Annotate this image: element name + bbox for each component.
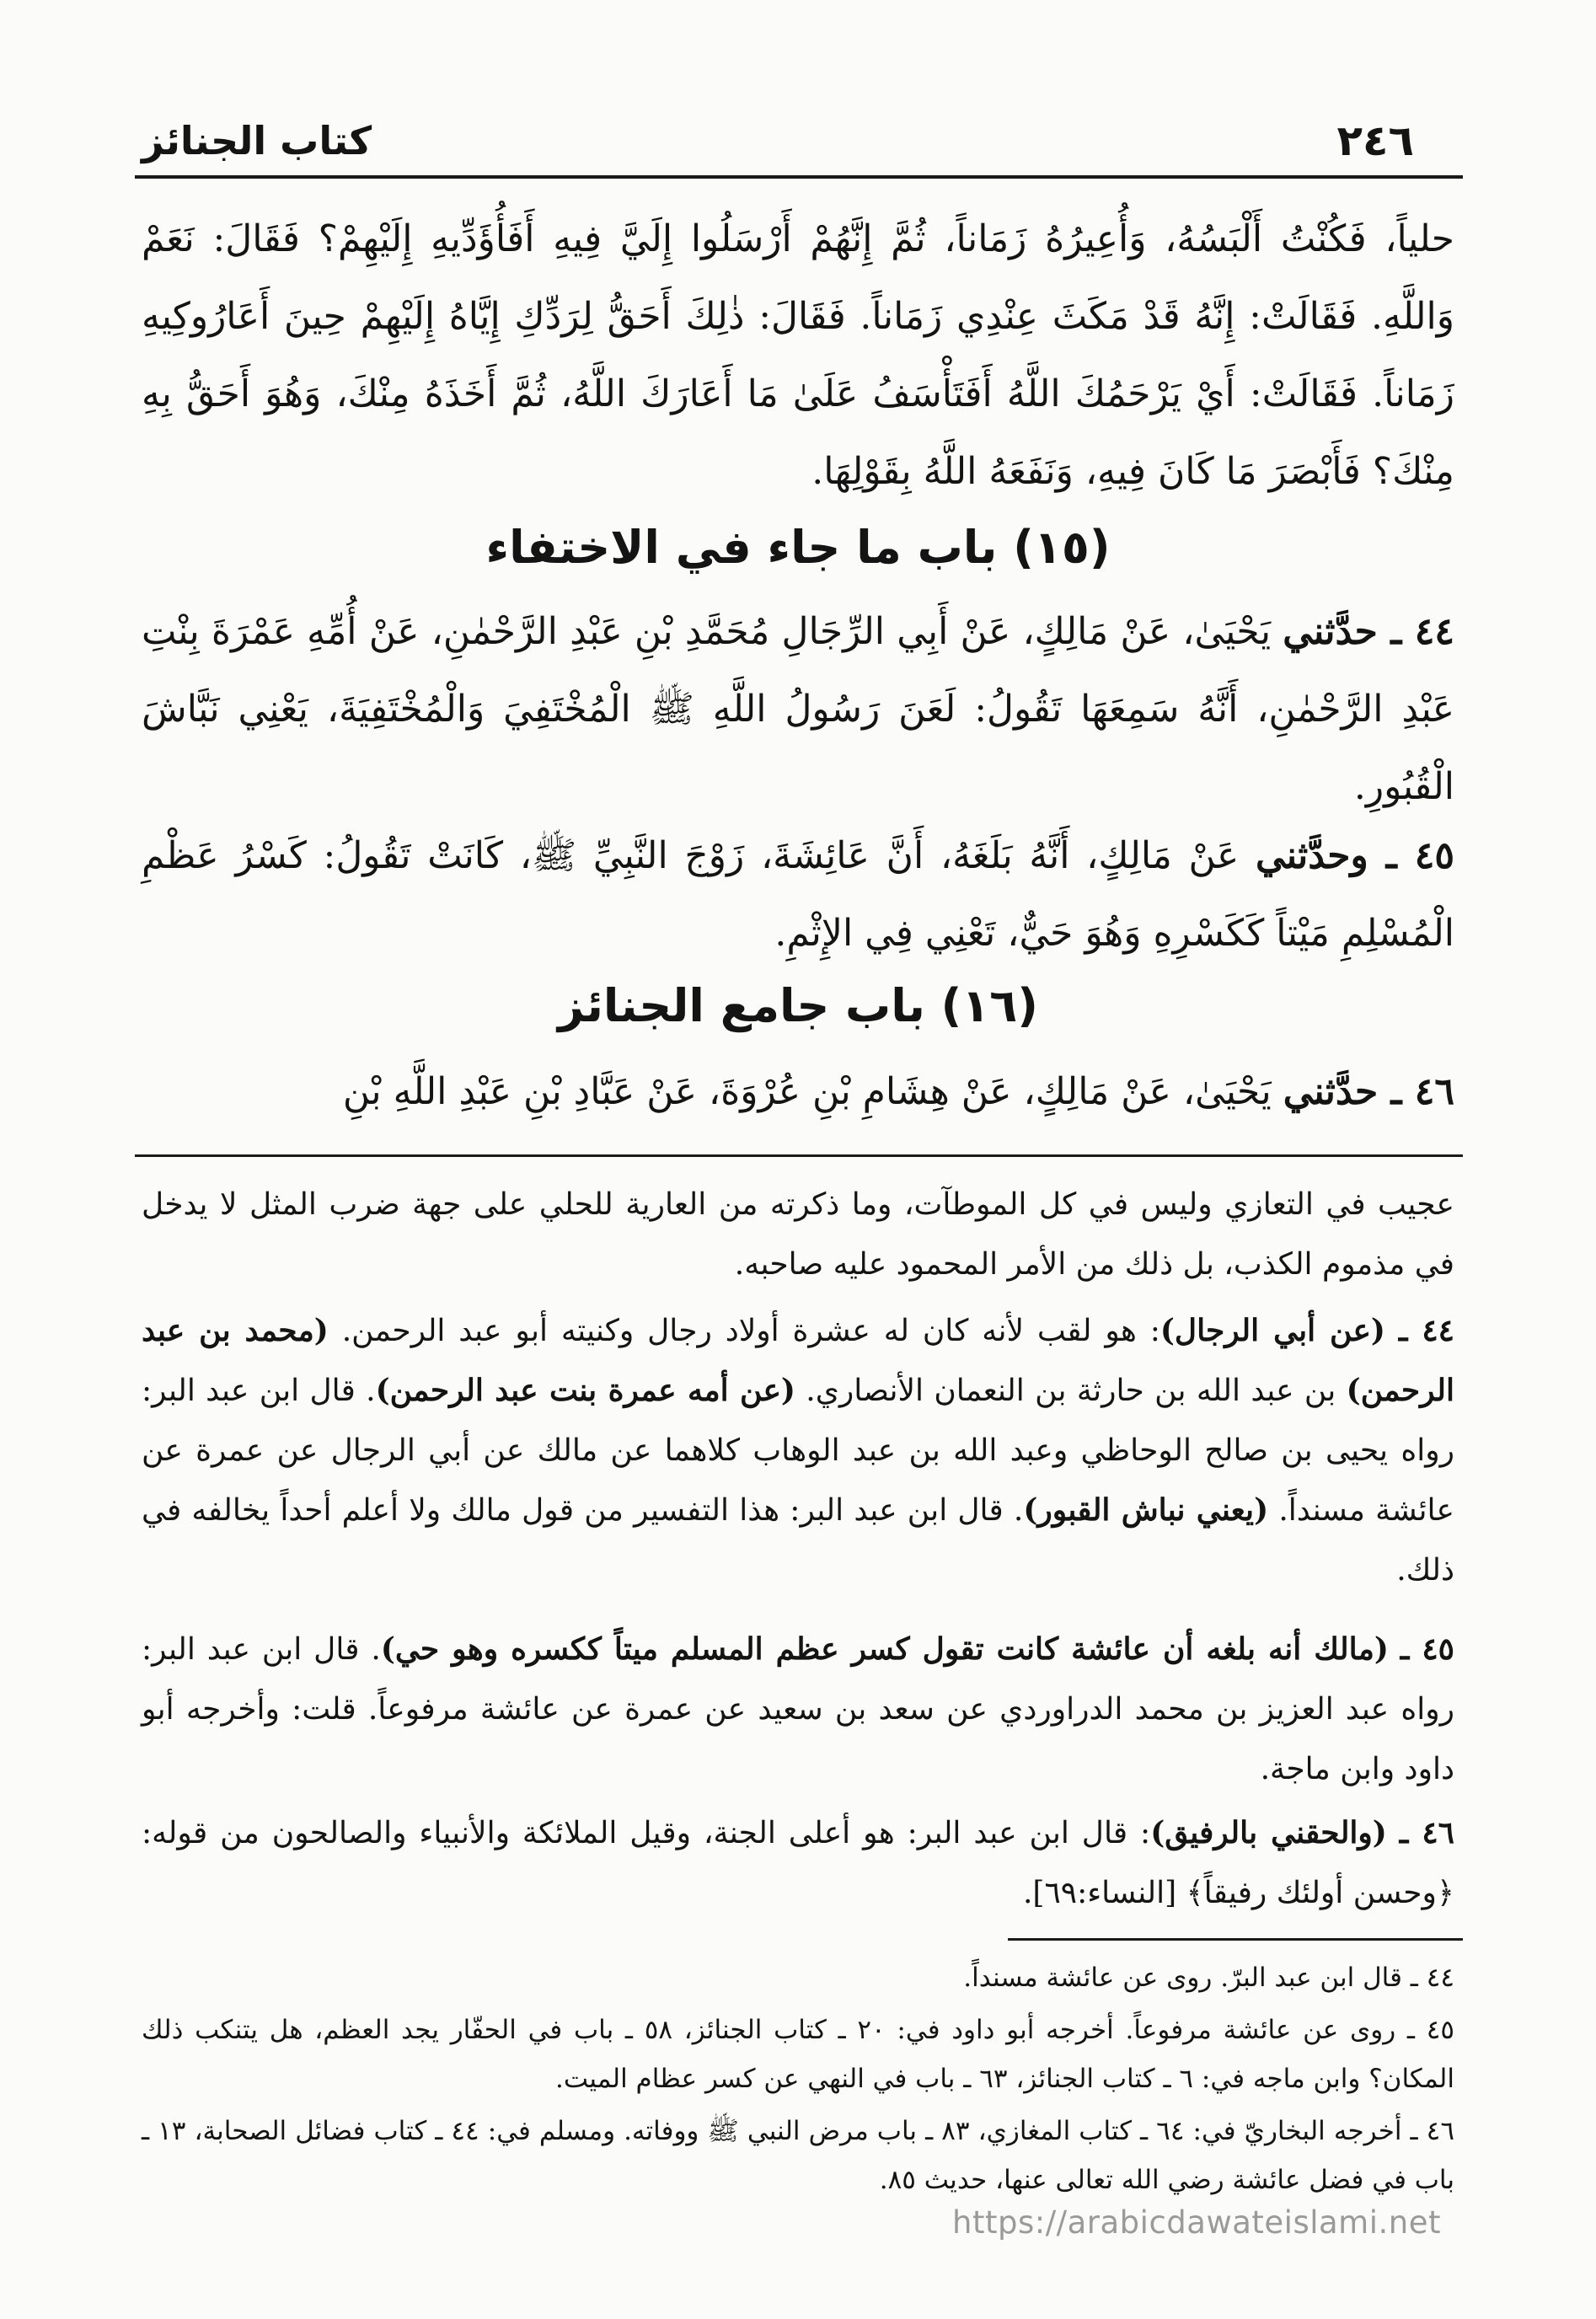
commentary-46 [142, 1803, 1454, 1923]
commentary-45 [142, 1620, 1454, 1799]
commentary-44 [142, 1301, 1454, 1600]
header-rule [135, 175, 1463, 179]
commentary-separator [135, 1154, 1463, 1157]
commentary-46-lemma-1: (والحقني بالرفيق) [1150, 1815, 1387, 1850]
commentary-45-text-1: . قال ابن عبد البر: رواه عبد العزيز بن محمد الدراوردي عن سعد بن سعيد عن عمرة عن عائشة مرفوعاً. قلت: وأخرجه أبو داود وابن ماجة. [142, 1632, 1454, 1786]
commentary-44-text-4: . قال ابن عبد البر: هذا التفسير من قول مالك ولا أعلم أحداً يخالفه في ذلك. [142, 1493, 1454, 1588]
commentary-46-text-1: : قال ابن عبد البر: هو أعلى الجنة، وقيل الملائكة والأنبياء والصالحون من قوله: ﴿وحسن أولئك رفيقاً﴾ [النساء:٦٩]. [142, 1816, 1454, 1910]
watermark-url: https://arabicdawateislami.net [952, 2204, 1441, 2241]
footnote-44: ٤٤ ـ قال ابن عبد البرّ. روى عن عائشة مسنداً. [963, 1963, 1454, 1993]
hadith-45-text: عَنْ مَالِكٍ، أَنَّهُ بَلَغَهُ، أَنَّ عَائِشَةَ، زَوْجَ النَّبِيِّ ﷺ، كَانَتْ تَقُولُ: كَسْرُ عَظْمِ الْمُسْلِمِ مَيْتاً كَكَسْرِهِ وَهُوَ حَيٌّ، تَعْنِي فِي الإِثْمِ. [142, 834, 1454, 955]
hadith-46-number: ٤٦ ـ حدَّثني [1283, 1070, 1454, 1113]
hadith-46-text: يَحْيَىٰ، عَنْ مَالِكٍ، عَنْ هِشَامِ بْنِ عُرْوَةَ، عَنْ عَبَّادِ بْنِ عَبْدِ اللَّهِ بْنِ [342, 1070, 1272, 1113]
footnote-45: ٤٥ ـ روى عن عائشة مرفوعاً. أخرجه أبو داود في: ٢٠ ـ كتاب الجنائز، ٥٨ ـ باب في الحفّار يجد العظم، هل يتنكب ذلك المكان؟ وابن ماجه في: ٦ ـ كتاب الجنائز، ٦٣ ـ باب في النهي عن كسر عظام الميت. [142, 2015, 1455, 2094]
hadith-45 [142, 817, 1454, 972]
page-number: ٢٤٦ [1336, 116, 1414, 165]
commentary-44-number: ٤٤ ـ [1398, 1313, 1454, 1348]
commentary-44-text-3: . قال ابن عبد البر: رواه يحيى بن صالح الوحاظي وعبد الله بن عبد الوهاب كلاهما عن مالك عن أبي الرجال عن عمرة عن عائشة مسنداً. [142, 1374, 1454, 1528]
commentary-44-lemma-4: (يعني نباش القبور) [1023, 1492, 1269, 1528]
commentary-45-lemma-1: (مالك أنه بلغه أن عائشة كانت تقول كسر عظم المسلم ميتاً ككسره وهو حي) [380, 1631, 1389, 1667]
commentary-45-number: ٤٥ ـ [1400, 1631, 1454, 1667]
commentary-44-text-2: بن عبد الله بن حارثة بن النعمان الأنصاري. [806, 1374, 1347, 1408]
running-title: كتاب الجنائز [142, 118, 372, 163]
commentary-44-lemma-1: (عن أبي الرجال) [1160, 1313, 1385, 1348]
hadith-44-number: ٤٤ ـ حدَّثني [1283, 610, 1454, 653]
hadith-45-number: ٤٥ ـ وحدَّثني [1256, 834, 1454, 877]
footnote-separator [1008, 1938, 1463, 1941]
section-15-heading: (١٥) باب ما جاء في الاختفاء [485, 521, 1111, 574]
section-16-heading: (١٦) باب جامع الجنائز [558, 979, 1038, 1032]
continuation-paragraph: حلياً، فَكُنْتُ أَلْبَسُهُ، وَأُعِيرُهُ زَمَاناً، ثُمَّ إِنَّهُمْ أَرْسَلُوا إِلَيَّ فِيهِ أَفَأُؤَدِّيهِ إِلَيْهِمْ؟ فَقَالَ: نَعَمْ وَاللَّهِ. فَقَالَتْ: إِنَّهُ قَدْ مَكَثَ عِنْدِي زَمَاناً. فَقَالَ: ذٰلِكَ أَحَقُّ لِرَدِّكِ إِيَّاهُ إِلَيْهِمْ حِينَ أَعَارُوكِيهِ زَمَاناً. فَقَالَتْ: أَيْ يَرْحَمُكَ اللَّهُ أَفَتَأْسَفُ عَلَىٰ مَا أَعَارَكَ اللَّهُ، ثُمَّ أَخَذَهُ مِنْكَ، وَهُوَ أَحَقُّ بِهِ مِنْكَ؟ فَأَبْصَرَ مَا كَانَ فِيهِ، وَنَفَعَهُ اللَّهُ بِقَوْلِهَا. [142, 217, 1454, 493]
hadith-44-text: يَحْيَىٰ، عَنْ مَالِكٍ، عَنْ أَبِي الرِّجَالِ مُحَمَّدِ بْنِ عَبْدِ الرَّحْمٰنِ، عَنْ أُمِّهِ عَمْرَةَ بِنْتِ عَبْدِ الرَّحْمٰنِ، أَنَّهُ سَمِعَهَا تَقُولُ: لَعَنَ رَسُولُ اللَّهِ ﷺ الْمُخْتَفِيَ وَالْمُخْتَفِيَةَ، يَعْنِي نَبَّاشَ الْقُبُورِ. [142, 610, 1454, 808]
hadith-46 [142, 1053, 1454, 1131]
commentary-46-number: ٤٦ ـ [1399, 1815, 1454, 1850]
commentary-continuation: عجيب في التعازي وليس في كل الموطآت، وما ذكرته من العارية للحلي على جهة ضرب المثل لا يدخل في مذموم الكذب، بل ذلك من الأمر المحمود عليه صاحبه. [142, 1187, 1454, 1282]
commentary-44-text-1: : هو لقب لأنه كان له عشرة أولاد رجال وكنيته أبو عبد الرحمن. [341, 1314, 1160, 1348]
commentary-44-lemma-2: (محمد بن عبد الرحمن) [142, 1313, 1454, 1408]
hadith-44 [142, 593, 1454, 826]
footnote-46: ٤٦ ـ أخرجه البخاريّ في: ٦٤ ـ كتاب المغازي، ٨٣ ـ باب مرض النبي ﷺ ووفاته. ومسلم في: ٤٤ ـ كتاب فضائل الصحابة، ١٣ ـ باب في فضل عائشة رضي الله تعالى عنها، حديث ٨٥. [142, 2116, 1454, 2195]
commentary-44-lemma-3: (عن أمه عمرة بنت عبد الرحمن) [375, 1373, 795, 1408]
